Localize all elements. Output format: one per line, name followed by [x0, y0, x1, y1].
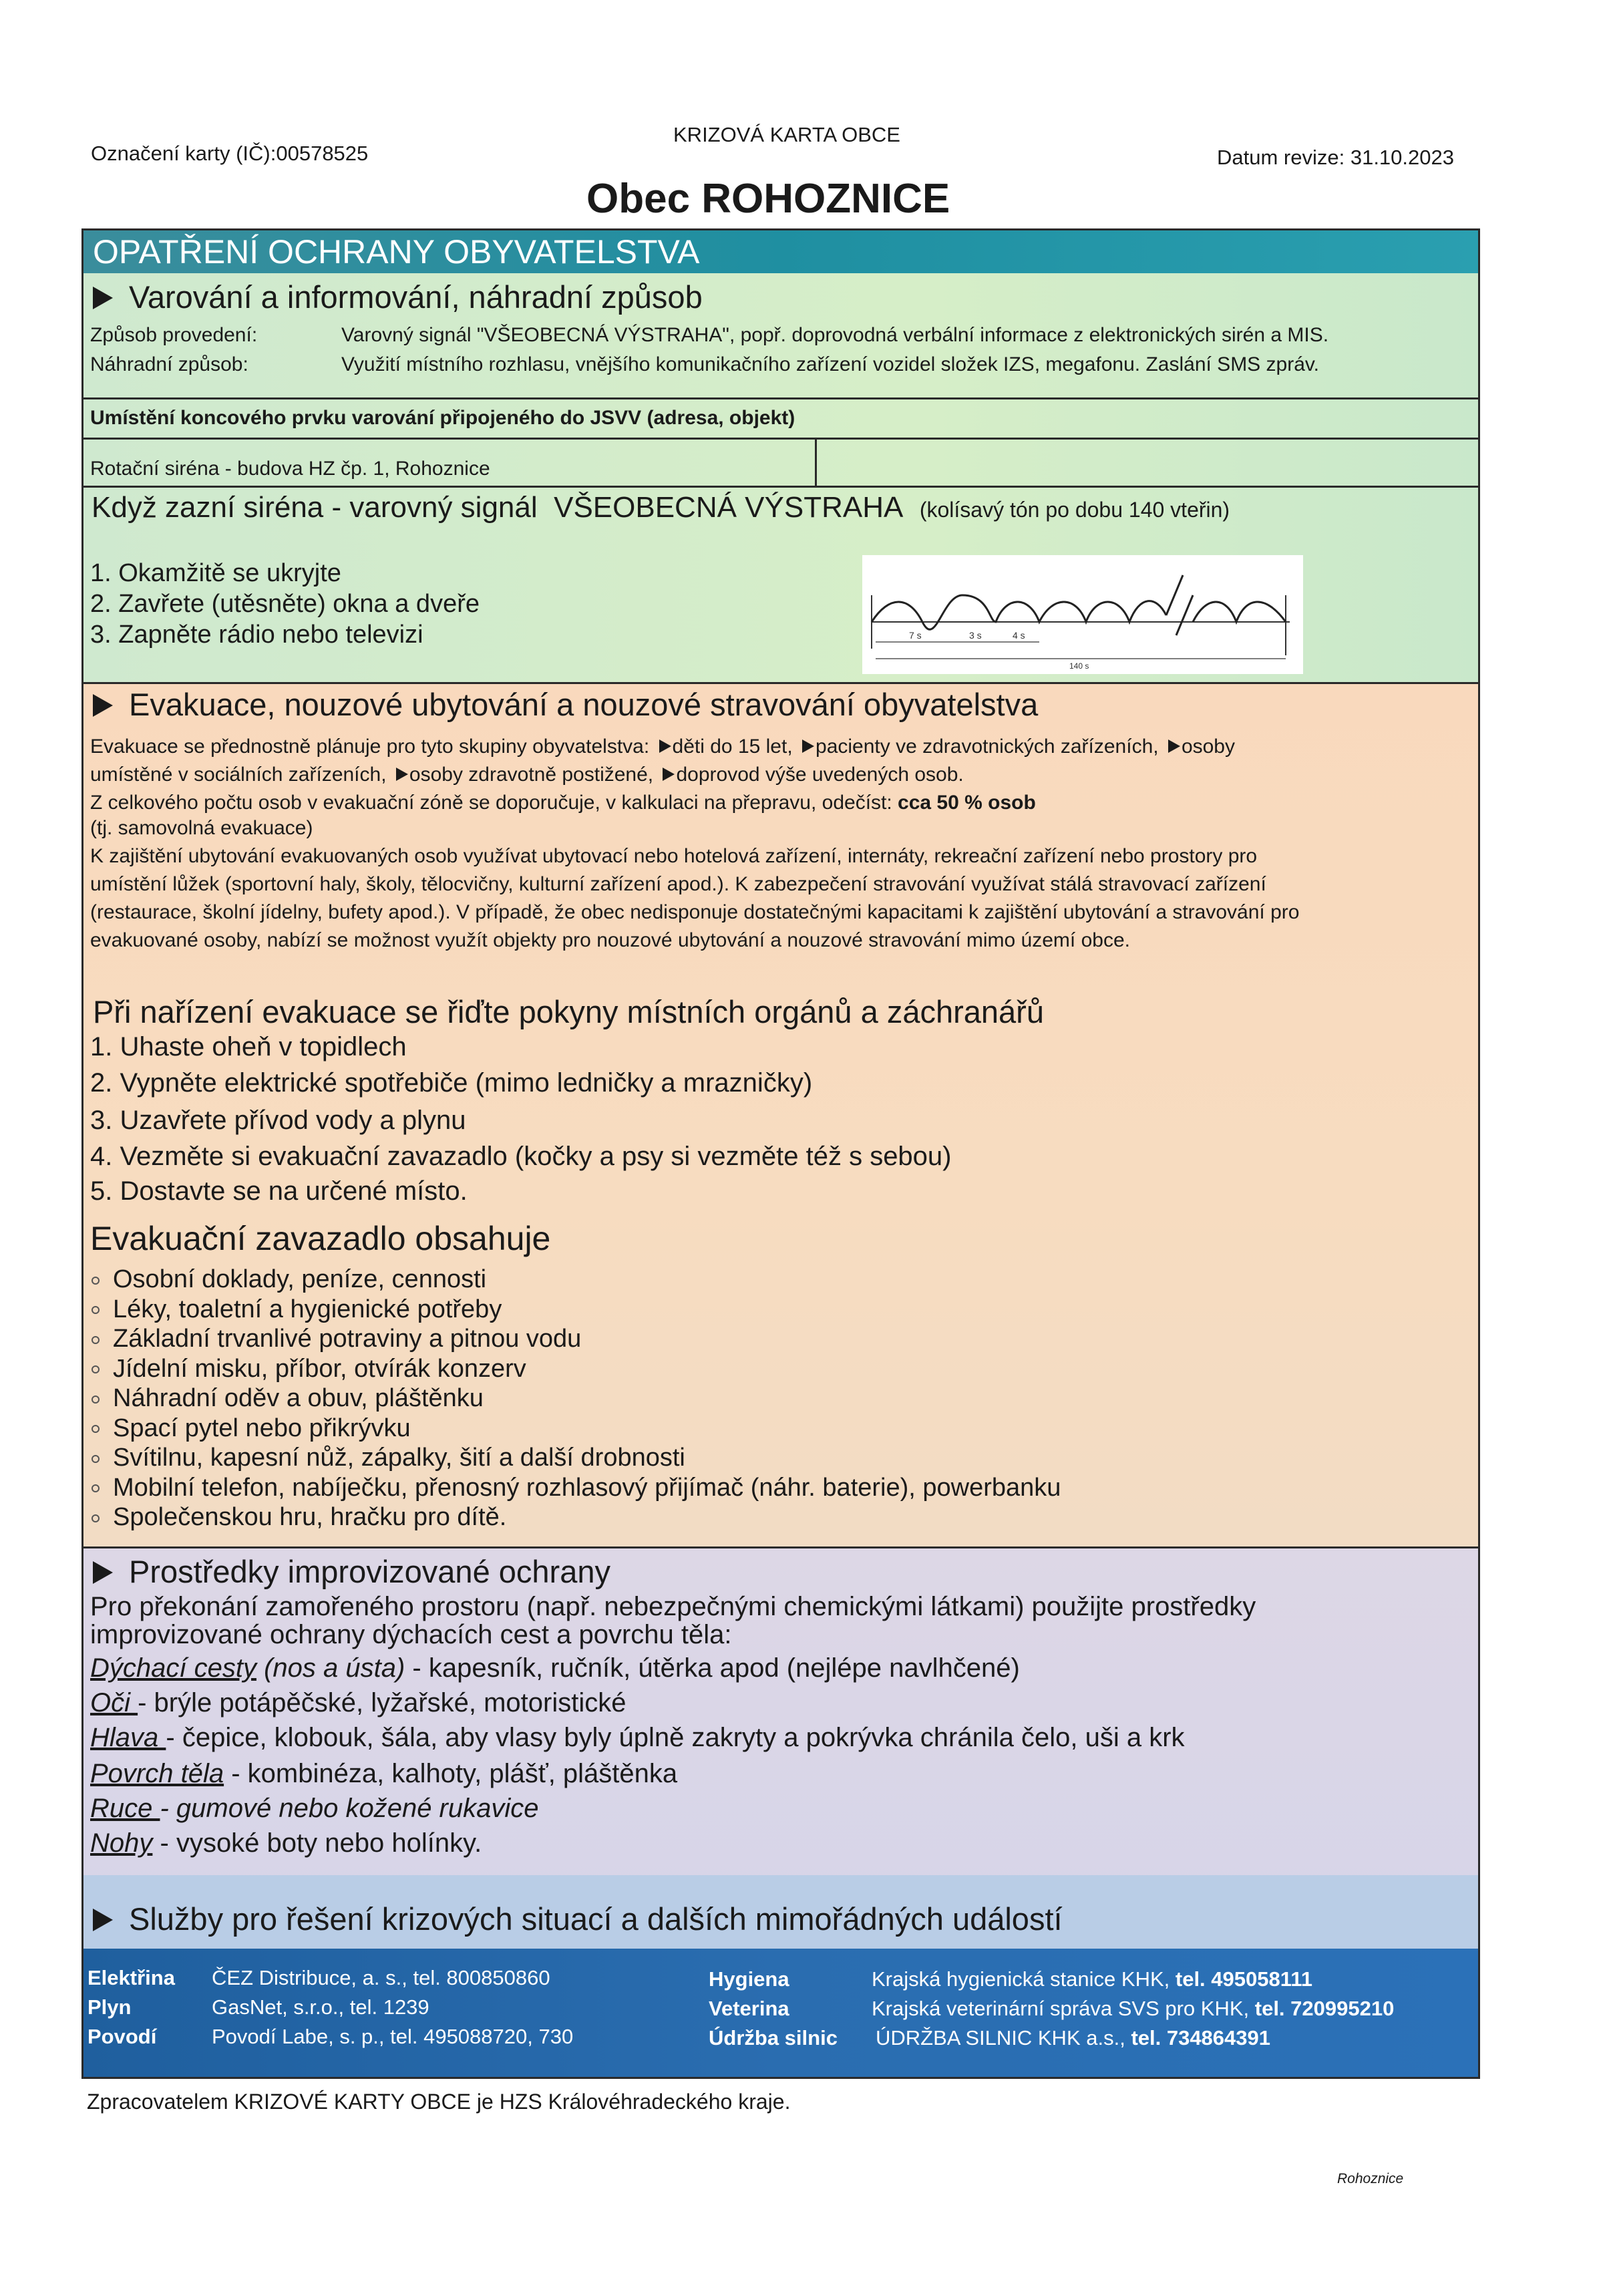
- location-value: Rotační siréna - budova HZ čp. 1, Rohoznice: [90, 458, 490, 480]
- footer-processor: Zpracovatelem KRIZOVÉ KARTY OBCE je HZS Královéhradeckého kraje.: [87, 2090, 791, 2114]
- evacuation-p2-note: (tj. samovolná evakuace): [90, 817, 313, 839]
- luggage-title: Evakuační zavazadlo obsahuje: [90, 1220, 551, 1257]
- siren-step-3: 3. Zapněte rádio nebo televizi: [90, 621, 423, 649]
- service-value-text: Krajská veterinární správa SVS pro KHK,: [872, 1997, 1255, 2020]
- service-label-electricity: Elektřina: [87, 1966, 175, 1989]
- triangle-bullet-icon: [663, 768, 675, 781]
- p1-item-1: pacienty ve zdravotnických zařízeních,: [816, 735, 1159, 758]
- evacuation-p3-line4: evakuované osoby, nabízí se možnost využít objekty pro nouzové ubytování a nouzové stravování mimo území obce.: [90, 929, 1130, 951]
- item-label: Povrch těla: [90, 1759, 224, 1788]
- method-label: Způsob provedení:: [90, 324, 258, 346]
- protection-title: Prostředky improvizované ochrany: [129, 1554, 610, 1589]
- evacuation-p1-line1: [90, 735, 1235, 758]
- evacuation-p1-line2: [90, 764, 964, 786]
- triangle-bullet-icon: [659, 740, 671, 753]
- triangle-bullet-icon: [93, 1909, 113, 1931]
- siren-step-1: 1. Okamžitě se ukryjte: [90, 559, 341, 587]
- service-label-gas: Plyn: [87, 1995, 132, 2019]
- service-value-hygiene: [872, 1967, 1312, 1991]
- triangle-bullet-icon: [802, 740, 814, 753]
- location-header: Umístění koncového prvku varování připojeného do JSVV (adresa, objekt): [90, 407, 795, 429]
- crisis-card: [81, 228, 1480, 2079]
- alt-value: Využití místního rozhlasu, vnějšího komunikačního zařízení vozidel složek IZS, megafonu. Zaslání SMS zpráv.: [341, 353, 1319, 375]
- order-step-3: 3. Uzavřete přívod vody a plynu: [90, 1106, 466, 1135]
- list-item: Osobní doklady, peníze, cennosti: [92, 1265, 1061, 1295]
- protection-intro-2: improvizované ochrany dýchacích cest a povrchu těla:: [90, 1620, 732, 1649]
- evacuation-p2: [90, 792, 1036, 814]
- card-id: Označení karty (IČ):00578525: [91, 142, 369, 165]
- p2-b: cca 50 % osob: [898, 792, 1036, 814]
- list-item: Společenskou hru, hračku pro dítě.: [92, 1502, 1061, 1532]
- item-label: Dýchací cesty: [90, 1653, 256, 1683]
- item-label: Ruce: [90, 1794, 160, 1823]
- order-title: Při nařízení evakuace se řiďte pokyny místních orgánů a záchranářů: [93, 994, 1044, 1029]
- list-item: Léky, toaletní a hygienické potřeby: [92, 1295, 1061, 1325]
- list-item: Náhradní oděv a obuv, pláštěnku: [92, 1383, 1061, 1414]
- protection-item-hands: [90, 1794, 539, 1824]
- diagram-label-140s: 140 s: [1069, 661, 1089, 671]
- item-label: Hlava: [90, 1723, 166, 1752]
- municipality-title: Obec ROHOZNICE: [586, 176, 950, 222]
- list-item: Mobilní telefon, nabíječku, přenosný rozhlasový přijímač (náhr. baterie), powerbanku: [92, 1473, 1061, 1503]
- list-item: Jídelní misku, příbor, otvírák konzerv: [92, 1354, 1061, 1384]
- siren-title-b: VŠEOBECNÁ VÝSTRAHA: [554, 491, 904, 524]
- protection-item-head: [90, 1723, 1185, 1753]
- evacuation-heading: [93, 686, 1038, 723]
- service-value-text: Krajská hygienická stanice KHK,: [872, 1967, 1176, 1991]
- service-value-gas: GasNet, s.r.o., tel. 1239: [212, 1995, 429, 2019]
- p1-a: Evakuace se přednostně plánuje pro tyto skupiny obyvatelstva:: [90, 735, 650, 758]
- item-text: - gumové nebo kožené rukavice: [160, 1794, 539, 1823]
- services-heading: [93, 1901, 1063, 1937]
- footer-page-label: Rohoznice: [1337, 2171, 1404, 2186]
- service-value-text: ÚDRŽBA SILNIC KHK a.s.,: [876, 2026, 1131, 2049]
- protection-intro-1: Pro překonání zamořeného prostoru (např. nebezpečnými chemickými látkami) použijte prostředky: [90, 1592, 1256, 1621]
- diagram-label-3s: 3 s: [969, 630, 982, 641]
- order-step-2: 2. Vypněte elektrické spotřebiče (mimo ledničky a mrazničky): [90, 1068, 813, 1098]
- siren-step-2: 2. Zavřete (utěsněte) okna a dveře: [90, 590, 480, 618]
- item-text: - brýle potápěčské, lyžařské, motoristické: [138, 1688, 627, 1717]
- siren-waveform-diagram: [862, 555, 1303, 674]
- service-value-electricity: ČEZ Distribuce, a. s., tel. 800850860: [212, 1966, 550, 1989]
- warning-title: Varování a informování, náhradní způsob: [129, 279, 703, 315]
- triangle-bullet-icon: [93, 287, 113, 309]
- service-tel: tel. 734864391: [1131, 2026, 1271, 2049]
- siren-heading: [92, 491, 1230, 524]
- revision-date: Datum revize: 31.10.2023: [1217, 146, 1454, 169]
- alt-label: Náhradní způsob:: [90, 353, 248, 375]
- p1-d: doprovod výše uvedených osob.: [676, 764, 964, 786]
- item-text: - kapesník, ručník, útěrka apod (nejlépe navlhčené): [405, 1653, 1020, 1683]
- list-item: Základní trvanlivé potraviny a pitnou vodu: [92, 1324, 1061, 1354]
- doc-type: KRIZOVÁ KARTA OBCE: [673, 123, 900, 146]
- service-label-veterinary: Veterina: [709, 1997, 789, 2020]
- triangle-bullet-icon: [93, 1561, 113, 1584]
- main-title: OPATŘENÍ OCHRANY OBYVATELSTVA: [83, 230, 1478, 273]
- triangle-bullet-icon: [1168, 740, 1180, 753]
- service-label-river: Povodí: [87, 2025, 157, 2048]
- evacuation-title: Evakuace, nouzové ubytování a nouzové stravování obyvatelstva: [129, 687, 1039, 722]
- siren-title-a: Když zazní siréna - varovný signál: [92, 491, 538, 524]
- protection-item-eyes: [90, 1688, 627, 1718]
- evacuation-p3-line3: (restaurace, školní jídelny, bufety apod.). V případě, že obec nedisponuje dostatečnými kapacitami k zajištění ubytování a stravování pro: [90, 901, 1300, 923]
- triangle-bullet-icon: [396, 768, 408, 781]
- protection-item-body: [90, 1759, 677, 1789]
- evacuation-p3-line2: umístění lůžek (sportovní haly, školy, tělocvičny, kulturní zařízení apod.). K zabezpečení stravování využívat stálá stravovací zařízení: [90, 873, 1266, 895]
- diagram-label-7s: 7 s: [909, 630, 922, 641]
- evacuation-p3-line1: K zajištění ubytování evakuovaných osob využívat ubytovací nebo hotelová zařízení, internáty, rekreační zařízení nebo prostory pro: [90, 845, 1258, 867]
- service-value-river: Povodí Labe, s. p., tel. 495088720, 730: [212, 2025, 574, 2048]
- order-step-1: 1. Uhaste oheň v topidlech: [90, 1032, 407, 1061]
- service-value-veterinary: [872, 1997, 1394, 2021]
- service-value-roads: [876, 2026, 1270, 2050]
- warning-heading: [93, 279, 703, 315]
- list-item: Spací pytel nebo přikrývku: [92, 1414, 1061, 1444]
- order-step-5: 5. Dostavte se na určené místo.: [90, 1176, 468, 1206]
- p2-a: Z celkového počtu osob v evakuační zóně se doporučuje, v kalkulaci na přepravu, odečíst:: [90, 792, 892, 814]
- diagram-label-4s: 4 s: [1013, 630, 1025, 641]
- protection-item-airways: [90, 1653, 1020, 1683]
- item-extra: (nos a ústa): [256, 1653, 405, 1683]
- protection-heading: [93, 1553, 610, 1590]
- item-label: Nohy: [90, 1828, 153, 1858]
- item-text: - čepice, klobouk, šála, aby vlasy byly úplně zakryty a pokrývka chránila čelo, uši a krk: [166, 1723, 1185, 1752]
- item-text: - kombinéza, kalhoty, plášť, pláštěnka: [224, 1759, 678, 1788]
- service-tel: tel. 720995210: [1254, 1997, 1395, 2020]
- p1-item-0: děti do 15 let,: [672, 735, 793, 758]
- siren-title-c: (kolísavý tón po dobu 140 vteřin): [919, 498, 1230, 522]
- p1-c: osoby zdravotně postižené,: [409, 764, 654, 786]
- service-tel: tel. 495058111: [1175, 1967, 1313, 1991]
- item-text: - vysoké boty nebo holínky.: [152, 1828, 482, 1858]
- services-title: Služby pro řešení krizových situací a dalších mimořádných událostí: [129, 1901, 1063, 1937]
- p1-b: umístěné v sociálních zařízeních,: [90, 764, 387, 786]
- item-label: Oči: [90, 1688, 138, 1717]
- protection-item-feet: [90, 1828, 482, 1858]
- list-item: Svítilnu, kapesní nůž, zápalky, šití a další drobnosti: [92, 1443, 1061, 1473]
- triangle-bullet-icon: [93, 694, 113, 717]
- p1-item-2: osoby: [1181, 735, 1235, 758]
- service-label-hygiene: Hygiena: [709, 1967, 789, 1991]
- luggage-list: [92, 1265, 1061, 1532]
- service-label-roads: Údržba silnic: [709, 2026, 838, 2049]
- method-value: Varovný signál "VŠEOBECNÁ VÝSTRAHA", popř. doprovodná verbální informace z elektronických sirén a MIS.: [341, 324, 1329, 346]
- order-step-4: 4. Vezměte si evakuační zavazadlo (kočky a psy si vezměte též s sebou): [90, 1142, 952, 1171]
